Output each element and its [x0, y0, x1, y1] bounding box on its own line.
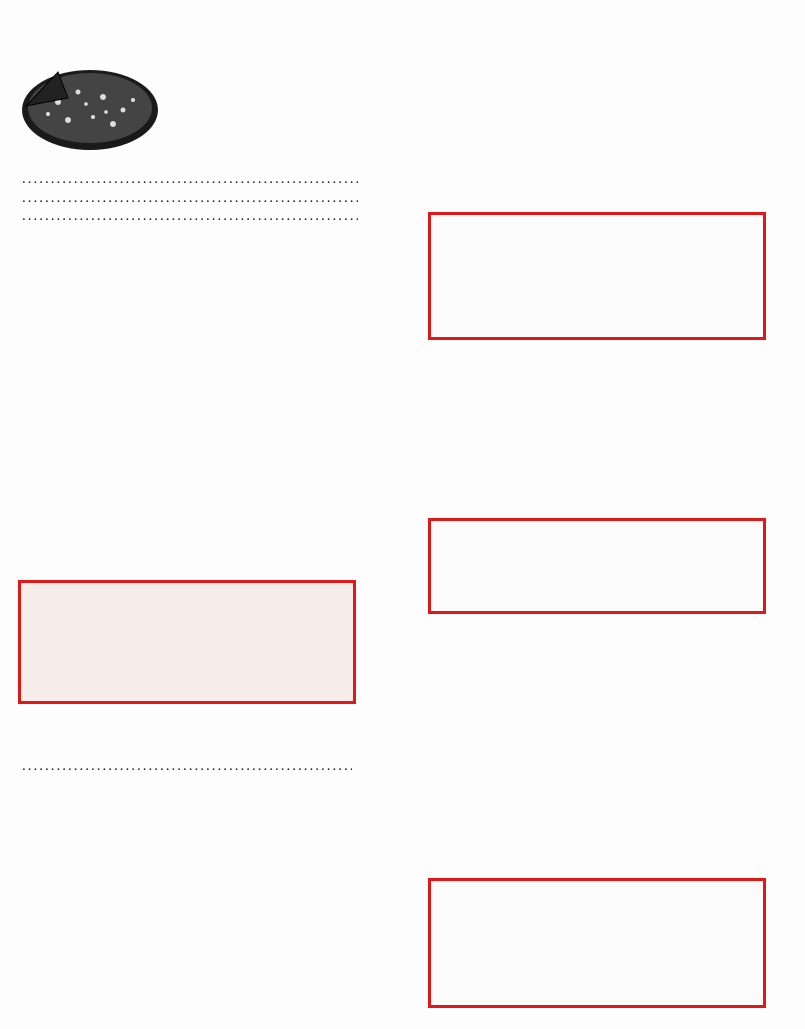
beverages-list [20, 754, 360, 777]
menu-row [20, 170, 360, 189]
specialty-box [428, 212, 766, 340]
hosts-box [428, 878, 766, 1008]
pizza-sizes [20, 170, 360, 226]
supersnitzel-box [428, 518, 766, 614]
nicks-special-box [18, 580, 356, 704]
pizza-illustration [18, 62, 166, 158]
menu-row [20, 189, 360, 208]
menu-row [20, 207, 360, 226]
kids-choice [18, 994, 363, 1011]
beverages-price-row [20, 756, 360, 777]
